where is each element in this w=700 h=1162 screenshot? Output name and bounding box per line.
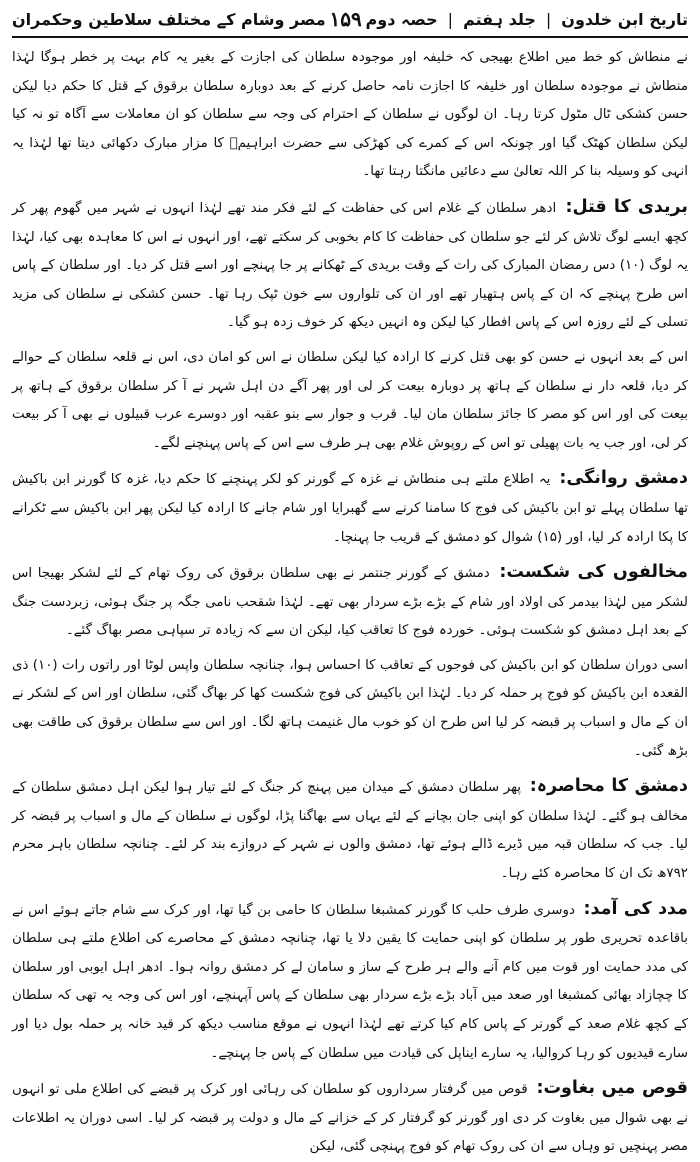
book-title: تاریخ ابن خلدون	[561, 9, 688, 29]
section-heading: قوص میں بغاوت:	[536, 1078, 688, 1099]
part-label: حصہ دوم	[365, 9, 438, 29]
volume-label: جلد ہفتم	[463, 9, 536, 29]
paragraph-text: اسی دوران سلطان کو ابن باکیش کی فوجوں کے تعاقب کا احساس ہوا، چنانچہ سلطان واپس لوٹا اور راتوں رات (۱۰) ذی القعدہ ابن باکیش کو فوج پر حملہ کر دیا۔ لہٰذا ابن باکیش کی فوج شکست کھا کر بھاگ گئی، سلطان اور اس کے لشکر نے ان کے مال و اسباب پر قبضہ کر لیا اس طرح ان کو خوب مال غنیمت ہاتھ لگا۔ اور اس سے سلطان برقوق کی طاقت بھی بڑھ گئی۔	[12, 657, 688, 759]
chapter-title: مصر وشام کے مختلف سلاطین وحکمران	[12, 9, 326, 29]
paragraph-text: ادھر سلطان کے غلام اس کی حفاظت کے لئے فکر مند تھے لہٰذا انہوں نے شہر میں گھوم پھر کر کچھ ایسے لوگ تلاش کر لئے جو سلطان کی حفاظت کا کام بخوبی کر سکتے تھے، اور انہوں نے اس کا معاہدہ بھی کیا، لہٰذا یہ لوگ (۱۰) دس رمضان المبارک کی رات کے وقت بریدی کے ٹھکانے پر جا پہنچے اور اسے قتل کر دیا۔ اور سلطان کے پاس اس طرح پہنچے کہ ان کے پاس ہتھیار تھے اور ان کی تلواروں سے خون ٹپک رہا تھا۔ حسن کشکی نے سلطان کی مزید تسلی کے لئے روزہ اس کے پاس افطار کیا لیکن وہ انہیں دیکھ کر خوف زدہ ہو گیا۔	[12, 200, 688, 331]
paragraph	[12, 464, 688, 552]
paragraph	[12, 1074, 688, 1162]
section-heading: مدد کی آمد:	[583, 898, 689, 919]
paragraph-text: یہ اطلاع ملتے ہی منطاش نے غزہ کے گورنر کو لکر پہنچنے کا حکم دیا، غزہ کا گورنر ابن باکیش تھا سلطان پہلے تو ابن باکیش کی فوج کا سامنا کرنے سے گھبرایا اور شام جانے کا ارادہ کیا لیکن پھر ابن باکیش سے ٹکرانے کا پکا ارادہ کر لیا، اور (۱۵) شوال کو دمشق کے قریب جا پہنچا۔	[12, 472, 688, 545]
paragraph-text: پھر سلطان دمشق کے میدان میں پہنچ کر جنگ کے لئے تیار ہوا لیکن اہل دمشق سلطان کے مخالف ہو گئے۔ لہٰذا سلطان کو اپنی جان بچانے کے لئے یہاں سے بھاگنا پڑا، لوگوں نے سلطان کے مال و اسباب پر قبضہ کر لیا۔ جب کہ سلطان قبہ میں ڈیرے ڈالے ہوئے تھا، دمشق والوں نے شہر کے دروازے بند کر لئے۔ چنانچہ سلطان باہر محرم ۷۹۲ھ تک ان کا محاصرہ کئے رہا۔	[12, 780, 688, 882]
section-heading: دمشق روانگی:	[559, 468, 688, 489]
paragraph-text: نے منطاش کو خط میں اطلاع بھیجی کہ خلیفہ اور موجودہ سلطان کی اجازت کے بغیر یہ کام بہت پر خطر ہوگا لہٰذا منطاش نے موجودہ سلطان اور خلیفہ کا اجازت نامہ حاصل کرنے کے بعد دوبارہ سلطان برقوق کے قتل کا حکم دیا لیکن حسن کشکی ٹال مٹول کرتا رہا۔ ان لوگوں نے سلطان کے احترام کی وجہ سے سلطان کو ان معاملات سے آگاہ تو نہ کیا لیکن سلطان کھٹک گیا اور چونکہ اس کے کمرے کی کھڑکی سے حضرت ابراہیمؑ کا مزار مبارک دکھائی دیتا تھا لہٰذا یہ انہی کو وسیلہ بنا کر اللہ تعالیٰ سے دعائیں مانگتا رہتا تھا۔	[12, 50, 688, 180]
paragraph	[12, 772, 688, 888]
page-number: ۱۵۹	[329, 7, 362, 31]
paragraph	[12, 344, 688, 458]
paragraph-text: قوص میں گرفتار سرداروں کو سلطان کی رہائی اور کرک پر قبضے کی اطلاع ملی تو انہوں نے بھی شوال میں بغاوت کر دی اور گورنر کو گرفتار کر کے خزانے کے مال و دولت پر قبضہ کر لیا۔ اسی دوران یہ اطلاعات مصر پہنچیں تو وہاں سے ان کی روک تھام کو فوج پہنچی گئی، لیکن	[12, 1082, 688, 1155]
section-heading: دمشق کا محاصرہ:	[529, 776, 689, 797]
section-heading: بریدی کا قتل:	[565, 196, 688, 217]
header-separator: |	[447, 9, 454, 29]
paragraph	[12, 558, 688, 646]
paragraph	[12, 193, 688, 338]
header-right-group	[366, 10, 688, 29]
paragraph	[12, 652, 688, 766]
paragraph	[12, 895, 688, 1069]
paragraph-text: اس کے بعد انہوں نے حسن کو بھی قتل کرنے کا ارادہ کیا لیکن سلطان نے اس کو امان دی، اس نے قلعہ سلطان کے حوالے کر دیا، قلعہ دار نے سلطان کے ہاتھ پر دوبارہ بیعت کر لی اور پھر آگے دن اہل شہر نے آ کر سلطان برقوق کے ہاتھ پر بیعت کی اور اس کو مصر کا جائز سلطان مان لیا۔ قرب و جوار سے بنو عقبہ اور دوسرے عرب قبیلوں نے بھی آ کر بیعت کر لی، اور جب یہ بات پھیلی تو اس کے روپوش غلام بھی ہر طرف سے اس کے پاس پہنچنے لگے۔	[12, 349, 688, 451]
page-header	[12, 6, 688, 32]
header-separator: |	[545, 9, 552, 29]
paragraph-text: دمشق کے گورنر جنتمر نے بھی سلطان برقوق کی روک تھام کے لئے لشکر بھیجا اس لشکر میں لہٰذا بیدمر کی اولاد اور شام کے بڑے بڑے سردار بھی تھے۔ لہٰذا شقحب نامی جگہ پر جنگ ہوئی، زبردست جنگ کے بعد اہل دمشق کو شکست ہوئی۔ خوردہ فوج کا تعاقب کیا، لیکن ان سے کہ زیادہ تر سپاہی مصر بھاگ گئے۔	[12, 566, 688, 639]
paragraph	[12, 44, 688, 187]
paragraph-text: دوسری طرف حلب کا گورنر کمشبغا سلطان کا حامی بن گیا تھا، اور کرک سے شام جاتے ہوئے اس نے باقاعدہ تحریری طور پر سلطان کو اپنی حمایت کا یقین دلا یا تھا، چنانچہ دمشق کے محاصرے کی اطلاع ملتے ہی سلطان کی مدد حمایت اور قوت میں کام آنے والے ہر طرح کے ساز و سامان لے کر دمشق روانہ ہوا۔ ادھر اہل ایوبی اور سلطان کا چچازاد بھائی کمشبغا اور صعد میں آباد بڑے بڑے سردار بھی سلطان کے پاس آپہنچے، اور اس کی وجہ یہ تھی کہ سلطان کے کچھ غلام صعد کے گورنر کے پاس کام کیا کرتے تھے لہٰذا انہوں نے موقع مناسب دیکھ کر قید خانہ پر حملہ بول دیا اور سارے قیدیوں کو رہا کروالیا، یہ سارے ایناپل کی قیادت میں سلطان کے پاس جا پہنچے۔	[12, 902, 688, 1061]
section-heading: مخالفوں کی شکست:	[499, 562, 688, 583]
page-body	[12, 44, 688, 1162]
header-rule	[12, 36, 688, 38]
